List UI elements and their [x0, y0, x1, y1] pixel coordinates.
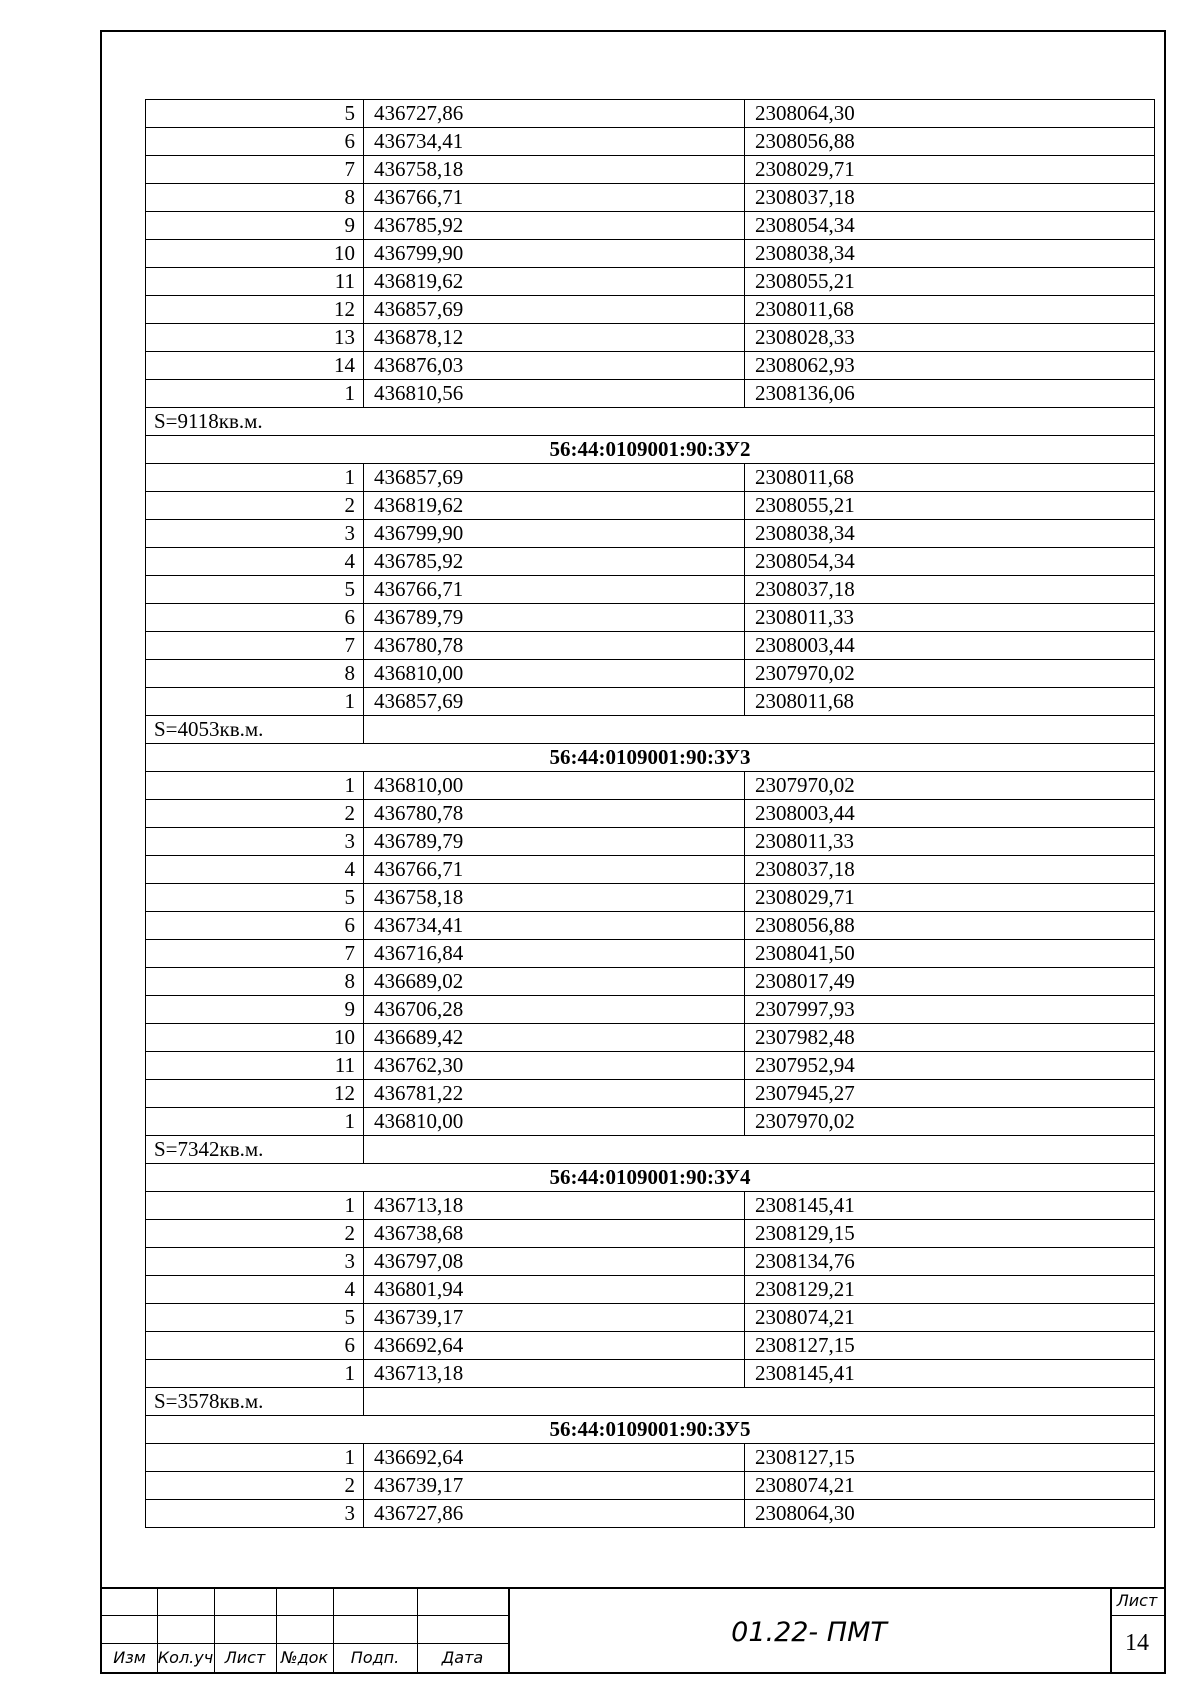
empty-cell: [364, 716, 1155, 744]
point-number: 5: [146, 576, 364, 604]
coordinate-x: 436713,18: [364, 1360, 745, 1388]
table-row: [146, 1444, 1155, 1472]
coordinate-y: 2308041,50: [745, 940, 1155, 968]
point-number: 12: [146, 1080, 364, 1108]
table-row: [146, 604, 1155, 632]
coordinate-y: 2308017,49: [745, 968, 1155, 996]
coordinate-y: 2308055,21: [745, 492, 1155, 520]
coordinate-y: 2308145,41: [745, 1360, 1155, 1388]
coordinate-x: 436780,78: [364, 632, 745, 660]
coordinate-x: 436689,02: [364, 968, 745, 996]
document-code: 01.22- ПМТ: [731, 1617, 887, 1648]
coordinate-y: 2307970,02: [745, 660, 1155, 688]
table-row: [146, 1052, 1155, 1080]
parcel-header-row: [146, 744, 1155, 772]
coordinate-x: 436789,79: [364, 828, 745, 856]
coordinate-x: 436810,00: [364, 660, 745, 688]
point-number: 8: [146, 184, 364, 212]
coordinate-x: 436878,12: [364, 324, 745, 352]
coordinate-y: 2307945,27: [745, 1080, 1155, 1108]
table-row: [146, 800, 1155, 828]
point-number: 1: [146, 1444, 364, 1472]
coordinate-y: 2308003,44: [745, 632, 1155, 660]
parcel-number: 56:44:0109001:90:ЗУ2: [146, 436, 1155, 464]
coordinate-y: 2308064,30: [745, 1500, 1155, 1528]
coordinate-x: 436727,86: [364, 100, 745, 128]
table-row: [146, 324, 1155, 352]
table-row: [146, 856, 1155, 884]
coordinate-y: 2307997,93: [745, 996, 1155, 1024]
point-number: 6: [146, 1332, 364, 1360]
table-row: [146, 632, 1155, 660]
coordinate-y: 2308038,34: [745, 520, 1155, 548]
coordinate-y: 2308134,76: [745, 1248, 1155, 1276]
coordinate-x: 436819,62: [364, 492, 745, 520]
table-row: [146, 352, 1155, 380]
point-number: 4: [146, 548, 364, 576]
table-row: [146, 240, 1155, 268]
parcel-number: 56:44:0109001:90:ЗУ4: [146, 1164, 1155, 1192]
coordinate-y: 2307952,94: [745, 1052, 1155, 1080]
empty-cell: [364, 1136, 1155, 1164]
table-row: [146, 1024, 1155, 1052]
coordinate-x: 436766,71: [364, 856, 745, 884]
point-number: 5: [146, 1304, 364, 1332]
point-number: 10: [146, 240, 364, 268]
coordinate-x: 436857,69: [364, 464, 745, 492]
coordinate-y: 2308011,33: [745, 604, 1155, 632]
table-row: [146, 268, 1155, 296]
table-row: [146, 492, 1155, 520]
coordinate-y: 2308064,30: [745, 100, 1155, 128]
coordinate-y: 2307970,02: [745, 1108, 1155, 1136]
point-number: 8: [146, 660, 364, 688]
table-row: [146, 884, 1155, 912]
coordinate-x: 436713,18: [364, 1192, 745, 1220]
table-row: [146, 464, 1155, 492]
point-number: 3: [146, 520, 364, 548]
coordinate-y: 2308037,18: [745, 184, 1155, 212]
coordinate-y: 2308029,71: [745, 156, 1155, 184]
coordinate-x: 436797,08: [364, 1248, 745, 1276]
area-value: S=3578кв.м.: [146, 1388, 364, 1416]
point-number: 1: [146, 1108, 364, 1136]
coordinate-y: 2308003,44: [745, 800, 1155, 828]
table-row: [146, 912, 1155, 940]
coordinates-table: [145, 99, 1155, 1528]
coordinate-y: 2308028,33: [745, 324, 1155, 352]
coordinate-y: 2308129,21: [745, 1276, 1155, 1304]
coordinate-x: 436810,56: [364, 380, 745, 408]
table-row: [146, 828, 1155, 856]
coordinate-y: 2308038,34: [745, 240, 1155, 268]
coordinate-x: 436706,28: [364, 996, 745, 1024]
coordinate-y: 2308055,21: [745, 268, 1155, 296]
coordinate-y: 2307982,48: [745, 1024, 1155, 1052]
coordinate-x: 436801,94: [364, 1276, 745, 1304]
table-row: [146, 1472, 1155, 1500]
point-number: 4: [146, 1276, 364, 1304]
coordinate-y: 2308074,21: [745, 1472, 1155, 1500]
coordinate-x: 436734,41: [364, 128, 745, 156]
coordinate-x: 436739,17: [364, 1472, 745, 1500]
point-number: 7: [146, 940, 364, 968]
coordinate-x: 436716,84: [364, 940, 745, 968]
parcel-number: 56:44:0109001:90:ЗУ5: [146, 1416, 1155, 1444]
coordinate-y: 2307970,02: [745, 772, 1155, 800]
point-number: 2: [146, 1220, 364, 1248]
point-number: 1: [146, 380, 364, 408]
coordinate-x: 436819,62: [364, 268, 745, 296]
point-number: 11: [146, 1052, 364, 1080]
table-row: [146, 212, 1155, 240]
coordinate-y: 2308127,15: [745, 1444, 1155, 1472]
point-number: 4: [146, 856, 364, 884]
table-row: [146, 1248, 1155, 1276]
table-row: [146, 1304, 1155, 1332]
table-row: [146, 772, 1155, 800]
table-row: [146, 996, 1155, 1024]
area-value: S=7342кв.м.: [146, 1136, 364, 1164]
coordinate-x: 436789,79: [364, 604, 745, 632]
stamp-label-kol-uch: Кол.уч: [157, 1648, 214, 1667]
parcel-header-row: [146, 436, 1155, 464]
coordinate-y: 2308136,06: [745, 380, 1155, 408]
point-number: 1: [146, 772, 364, 800]
title-block: [102, 1587, 1164, 1672]
stamp-label-data: Дата: [441, 1648, 484, 1667]
table-row: [146, 968, 1155, 996]
coordinate-x: 436727,86: [364, 1500, 745, 1528]
coordinate-x: 436799,90: [364, 520, 745, 548]
point-number: 9: [146, 212, 364, 240]
point-number: 8: [146, 968, 364, 996]
point-number: 6: [146, 912, 364, 940]
coordinate-x: 436799,90: [364, 240, 745, 268]
point-number: 1: [146, 464, 364, 492]
point-number: 13: [146, 324, 364, 352]
area-row: [146, 716, 1155, 744]
coordinate-y: 2308056,88: [745, 128, 1155, 156]
empty-cell: [364, 1388, 1155, 1416]
parcel-number: 56:44:0109001:90:ЗУ3: [146, 744, 1155, 772]
table-row: [146, 1276, 1155, 1304]
coordinate-y: 2308029,71: [745, 884, 1155, 912]
coordinate-x: 436780,78: [364, 800, 745, 828]
coordinate-y: 2308127,15: [745, 1332, 1155, 1360]
table-row: [146, 688, 1155, 716]
coordinate-x: 436758,18: [364, 156, 745, 184]
table-row: [146, 380, 1155, 408]
area-value: S=9118кв.м.: [146, 408, 1155, 436]
coordinate-y: 2308129,15: [745, 1220, 1155, 1248]
area-row: [146, 1388, 1155, 1416]
parcel-header-row: [146, 1416, 1155, 1444]
point-number: 14: [146, 352, 364, 380]
table-row: [146, 940, 1155, 968]
coordinate-y: 2308054,34: [745, 548, 1155, 576]
coordinate-x: 436766,71: [364, 576, 745, 604]
point-number: 2: [146, 800, 364, 828]
coordinate-x: 436785,92: [364, 212, 745, 240]
point-number: 11: [146, 268, 364, 296]
point-number: 10: [146, 1024, 364, 1052]
stamp-label-podp: Подп.: [350, 1648, 400, 1667]
coordinate-x: 436758,18: [364, 884, 745, 912]
table-row: [146, 100, 1155, 128]
table-row: [146, 548, 1155, 576]
table-row: [146, 1500, 1155, 1528]
table-row: [146, 660, 1155, 688]
table-row: [146, 1332, 1155, 1360]
point-number: 1: [146, 1192, 364, 1220]
coordinate-y: 2308011,33: [745, 828, 1155, 856]
coordinate-y: 2308037,18: [745, 856, 1155, 884]
coordinate-x: 436785,92: [364, 548, 745, 576]
coordinate-y: 2308056,88: [745, 912, 1155, 940]
area-value: S=4053кв.м.: [146, 716, 364, 744]
coordinate-x: 436766,71: [364, 184, 745, 212]
coordinate-x: 436739,17: [364, 1304, 745, 1332]
point-number: 12: [146, 296, 364, 324]
point-number: 7: [146, 632, 364, 660]
stamp-label-list: Лист: [224, 1648, 266, 1667]
coordinate-x: 436689,42: [364, 1024, 745, 1052]
table-row: [146, 184, 1155, 212]
coordinate-y: 2308145,41: [745, 1192, 1155, 1220]
point-number: 3: [146, 1500, 364, 1528]
table-row: [146, 1080, 1155, 1108]
stamp-label-izm: Изм: [113, 1648, 146, 1667]
point-number: 5: [146, 884, 364, 912]
point-number: 3: [146, 1248, 364, 1276]
coordinate-x: 436781,22: [364, 1080, 745, 1108]
coordinate-y: 2308011,68: [745, 296, 1155, 324]
table-row: [146, 576, 1155, 604]
coordinate-x: 436738,68: [364, 1220, 745, 1248]
coordinate-x: 436692,64: [364, 1332, 745, 1360]
coordinate-y: 2308011,68: [745, 688, 1155, 716]
coordinate-x: 436810,00: [364, 772, 745, 800]
table-row: [146, 1220, 1155, 1248]
point-number: 1: [146, 1360, 364, 1388]
stamp-label-ndok: №док: [280, 1648, 329, 1667]
coordinate-x: 436857,69: [364, 296, 745, 324]
coordinate-x: 436762,30: [364, 1052, 745, 1080]
point-number: 5: [146, 100, 364, 128]
sheet-label: Лист: [1116, 1591, 1158, 1610]
coordinate-y: 2308054,34: [745, 212, 1155, 240]
coordinate-y: 2308037,18: [745, 576, 1155, 604]
point-number: 7: [146, 156, 364, 184]
point-number: 9: [146, 996, 364, 1024]
point-number: 6: [146, 604, 364, 632]
table-row: [146, 296, 1155, 324]
point-number: 3: [146, 828, 364, 856]
parcel-header-row: [146, 1164, 1155, 1192]
point-number: 2: [146, 492, 364, 520]
coordinate-y: 2308074,21: [745, 1304, 1155, 1332]
point-number: 1: [146, 688, 364, 716]
table-row: [146, 520, 1155, 548]
area-row: [146, 1136, 1155, 1164]
coordinate-x: 436692,64: [364, 1444, 745, 1472]
table-row: [146, 1360, 1155, 1388]
coordinate-x: 436734,41: [364, 912, 745, 940]
table-row: [146, 156, 1155, 184]
point-number: 6: [146, 128, 364, 156]
coordinate-y: 2308011,68: [745, 464, 1155, 492]
area-row: [146, 408, 1155, 436]
table-row: [146, 1108, 1155, 1136]
coordinate-x: 436876,03: [364, 352, 745, 380]
coordinate-x: 436857,69: [364, 688, 745, 716]
coordinate-x: 436810,00: [364, 1108, 745, 1136]
point-number: 2: [146, 1472, 364, 1500]
coordinate-y: 2308062,93: [745, 352, 1155, 380]
table-row: [146, 1192, 1155, 1220]
table-row: [146, 128, 1155, 156]
sheet-number: 14: [1125, 1630, 1149, 1656]
